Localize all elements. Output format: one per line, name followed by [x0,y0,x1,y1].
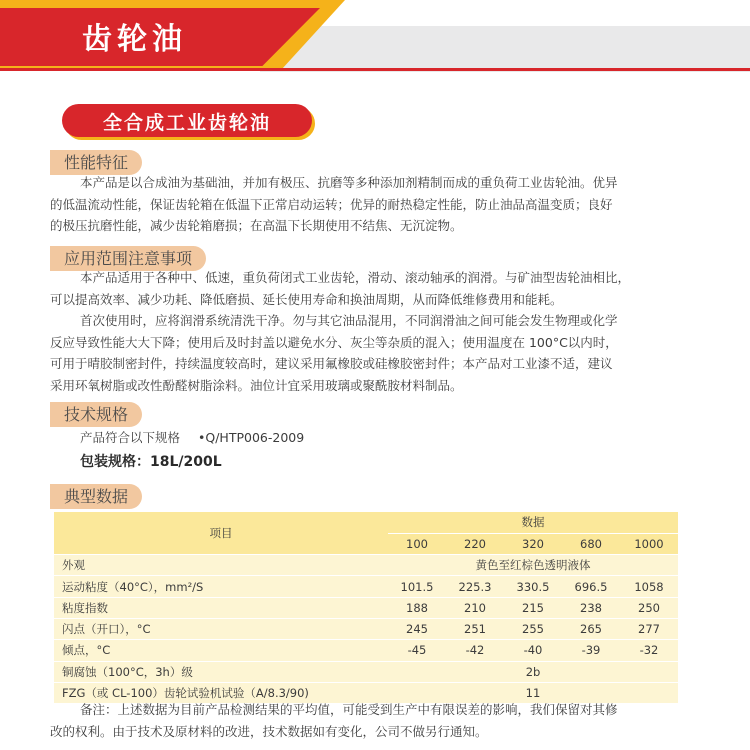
section-heading-specs: 技术规格 [50,402,142,427]
table-row [54,661,678,682]
spec-standard [80,428,304,446]
value-cell: -42 [446,640,504,661]
row-label: 粘度指数 [54,597,388,618]
table-row [54,576,678,597]
value-cell: 245 [388,618,446,639]
paragraph-line: 的低温流动性能，保证齿轮箱在低温下正常启动运转；优异的耐热稳定性能，防止油品高温变质；良好 [50,196,613,212]
typical-data-table [54,512,678,704]
table-row [54,555,678,576]
paragraph-line: 采用环氧树脂或改性酚醛树脂涂料。油位计宜采用玻璃或聚酰胺材料制品。 [50,377,463,393]
paragraph-line: 反应导致性能大大下降；使用后及时封盖以避免水分、灰尘等杂质的混入；使用温度在 100°C以内时， [50,334,618,350]
row-label: FZG（或 CL-100）齿轮试验机试验（A/8.3/90) [54,682,388,703]
spec-packaging: 包装规格：18L/200L [80,454,222,470]
header-gray-band [260,26,750,72]
value-cell: 1058 [620,576,678,597]
value-cell: 251 [446,618,504,639]
grade-cell: 680 [562,533,620,554]
paragraph-line: 本产品适用于各种中、低速，重负荷闭式工业齿轮，滑动、滚动轴承的润滑。与矿油型齿轮油相比， [80,270,631,285]
paragraph-line: 本产品是以合成油为基础油，并加有极压、抗磨等多种添加剂精制而成的重负荷工业齿轮油。优异 [80,175,618,190]
grade-cell: 320 [504,533,562,554]
row-label: 倾点，°C [54,640,388,661]
paragraph-line: 可用于晴胶制密封件，持续温度较高时，建议采用氟橡胶或硅橡胶密封件；本产品对工业漆不适，建议 [50,356,613,371]
note-line: 改的权利。由于技术及原材料的改进，技术数据如有变化，公司不做另行通知。 [50,723,488,739]
section-heading-performance: 性能特征 [50,150,142,175]
value-cell: 255 [504,618,562,639]
value-cell: -40 [504,640,562,661]
product-title: 全合成工业齿轮油 [102,112,271,134]
value-cell: 330.5 [504,576,562,597]
page-title: 齿轮油 [82,22,187,57]
merged-value: 2b [388,661,678,682]
paragraph-line: 的极压抗磨性能，减少齿轮箱磨损；在高温下长期使用不结焦、无沉淀物。 [50,218,463,233]
note-line: 备注：上述数据为目前产品检测结果的平均值，可能受到生产中有限误差的影响，我们保留对其修 [80,702,618,717]
value-cell: 238 [562,597,620,618]
table-row [54,618,678,639]
row-label: 闪点（开口），°C [54,618,388,639]
merged-value: 11 [388,682,678,703]
spec-standard-label: 产品符合以下规格 [80,430,181,445]
paragraph-line: 可以提高效率、减少功耗、降低磨损、延长使用寿命和换油周期，从而降低维修费用和能耗。 [50,291,563,307]
performance-paragraph [50,172,690,237]
grade-cell: 220 [446,533,504,554]
value-cell: 188 [388,597,446,618]
header-bar [0,0,750,74]
row-label: 外观 [54,555,388,576]
product-banner [62,104,312,137]
value-cell: -32 [620,640,678,661]
value-cell: -39 [562,640,620,661]
spec-standard-value: •Q/HTP006-2009 [198,430,305,445]
section-heading-typical: 典型数据 [50,484,142,509]
note-paragraph [50,699,690,742]
header-divider [0,68,750,71]
merged-value: 黄色至红棕色透明液体 [388,555,678,576]
value-cell: 265 [562,618,620,639]
value-cell: 215 [504,597,562,618]
item-header: 项目 [54,512,388,555]
value-cell: 696.5 [562,576,620,597]
table-header-row [54,512,678,533]
section-heading-application: 应用范围注意事项 [50,246,206,271]
value-cell: 250 [620,597,678,618]
table-row [54,597,678,618]
row-label: 铜腐蚀（100°C，3h）级 [54,661,388,682]
value-cell: -45 [388,640,446,661]
value-cell: 277 [620,618,678,639]
value-cell: 210 [446,597,504,618]
row-label: 运动粘度（40°C），mm²/S [54,576,388,597]
value-cell: 101.5 [388,576,446,597]
grade-cell: 100 [388,533,446,554]
paragraph-line: 首次使用时，应将润滑系统清洗干净。勿与其它油品混用，不同润滑油之间可能会发生物理或化学 [80,313,618,328]
value-cell: 225.3 [446,576,504,597]
table-row [54,640,678,661]
data-header: 数据 [388,512,678,533]
application-paragraph [50,267,690,396]
grade-cell: 1000 [620,533,678,554]
